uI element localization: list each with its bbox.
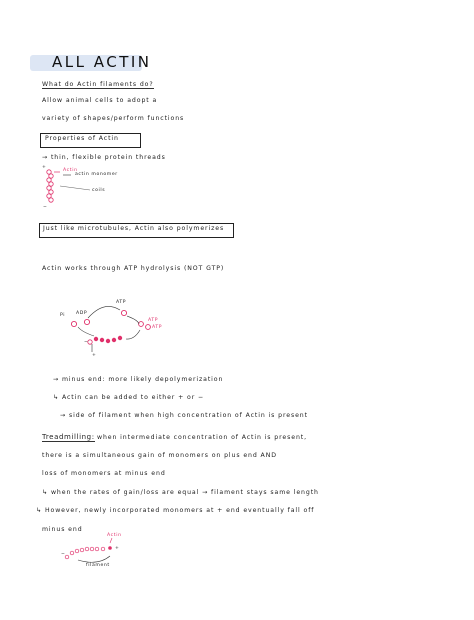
treadmilling-term: Treadmilling: [42,433,95,441]
plus-end-label: + [42,165,47,170]
bottom-actin-label: Actin [107,533,122,538]
bottom-filament-label: filament [86,563,110,568]
cycle-plus-label: + [92,353,97,358]
text-line: minus end [42,526,83,533]
treadmilling-definition: when intermediate concentration of Actin is present, [97,434,307,441]
bottom-minus-label: − [61,552,66,557]
text-line: ↳ However, newly incorporated monomers at + end eventually fall off [36,507,315,514]
adp-label: ADP [76,311,88,316]
microtubule-note: Just like microtubules, Actin also polymerizes [43,225,225,232]
atp-label-right-2: ATP [152,325,163,330]
bullet-line: → minus end: more likely depolymerization [53,376,224,383]
cycle-minus-label: − [84,340,89,345]
monomer-label: actin monomer [75,172,118,177]
text-line: variety of shapes/perform functions [42,115,185,122]
atp-label-top: ATP [116,300,127,305]
bullet-line: ↳ Actin can be added to either + or − [53,394,205,401]
text-line: there is a simultaneous gain of monomers on plus end AND [42,452,277,459]
actin-label: Actin [63,168,78,173]
text-line: ↳ when the rates of gain/loss are equal → filament stays same length [42,489,319,496]
bottom-plus-label: + [115,546,120,551]
text-line: Allow animal cells to adopt a [42,97,158,104]
text-line: → thin, flexible protein threads [42,154,166,161]
properties-heading: Properties of Actin [45,135,119,142]
pi-label: Pi [60,313,66,318]
minus-end-label: − [43,205,48,210]
text-line: loss of monomers at minus end [42,470,166,477]
atp-label-right: ATP [148,318,159,323]
bullet-line: → side of filament when high concentration of Actin is present [60,412,308,419]
page-title: ALL ACTIN [52,53,152,71]
question-heading: What do Actin filaments do? [42,81,154,88]
atp-heading: Actin works through ATP hydrolysis (NOT GTP) [42,265,225,272]
treadmilling-diagram [65,538,112,562]
coils-label: coils [92,188,106,193]
